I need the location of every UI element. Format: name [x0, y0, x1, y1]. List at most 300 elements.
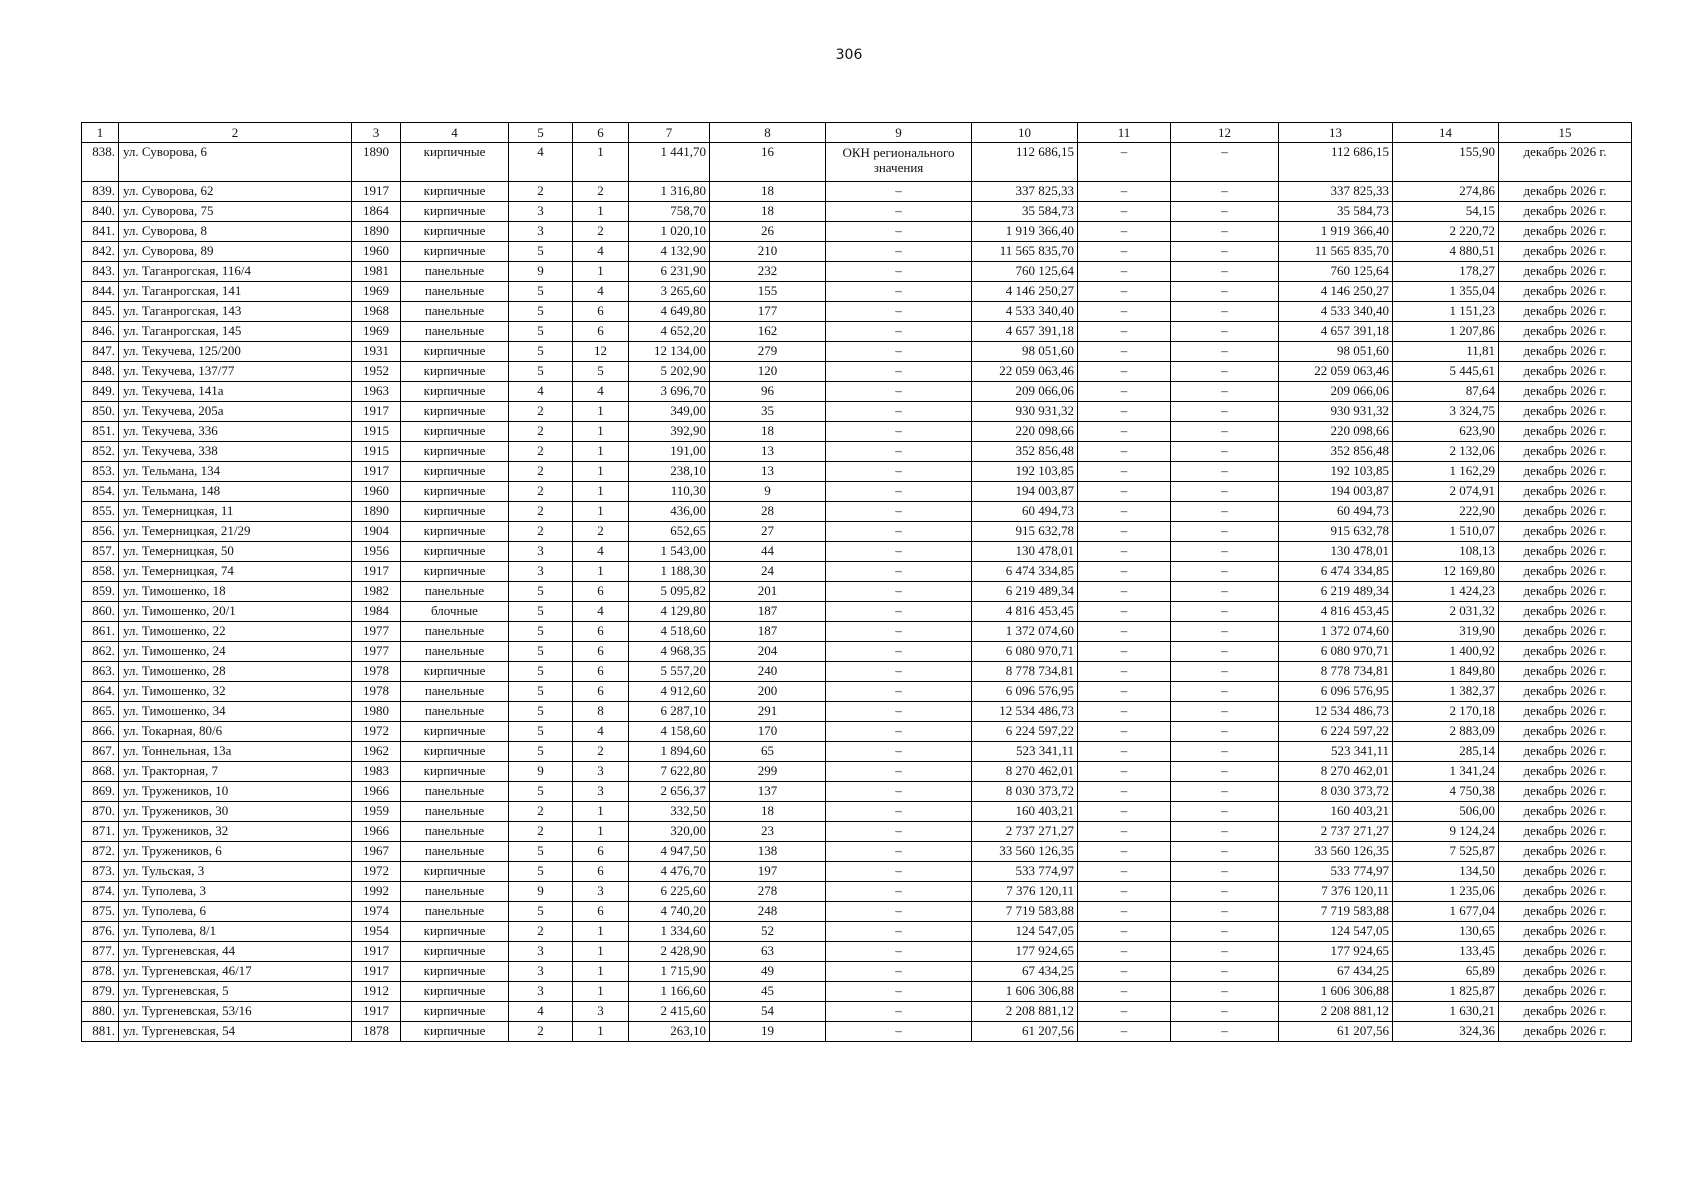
floors-cell: 5	[509, 342, 573, 362]
cost-col-11-cell: –	[1078, 562, 1171, 582]
total-area-cell: 392,90	[629, 422, 710, 442]
cost-per-sqm-cell: 2 170,18	[1393, 702, 1499, 722]
entrances-cell: 4	[573, 542, 629, 562]
deadline-cell: декабрь 2026 г.	[1499, 222, 1632, 242]
cost-per-sqm-cell: 324,36	[1393, 1022, 1499, 1042]
floors-cell: 5	[509, 242, 573, 262]
row-number-cell: 846.	[82, 322, 119, 342]
deadline-cell: декабрь 2026 г.	[1499, 422, 1632, 442]
residents-cell: 52	[710, 922, 826, 942]
cost-per-sqm-cell: 623,90	[1393, 422, 1499, 442]
column-header: 6	[573, 123, 629, 143]
cost-col-12-cell: –	[1171, 262, 1279, 282]
cost-total-cell: 130 478,01	[972, 542, 1078, 562]
deadline-cell: декабрь 2026 г.	[1499, 542, 1632, 562]
cost-total-cell: 8 778 734,81	[972, 662, 1078, 682]
floors-cell: 2	[509, 482, 573, 502]
cost-total-cell: 12 534 486,73	[972, 702, 1078, 722]
residents-cell: 24	[710, 562, 826, 582]
year-built-cell: 1912	[352, 982, 401, 1002]
entrances-cell: 6	[573, 302, 629, 322]
total-area-cell: 6 287,10	[629, 702, 710, 722]
cost-col-13-cell: 352 856,48	[1279, 442, 1393, 462]
cost-col-13-cell: 915 632,78	[1279, 522, 1393, 542]
row-number-cell: 841.	[82, 222, 119, 242]
cost-col-12-cell: –	[1171, 482, 1279, 502]
total-area-cell: 1 316,80	[629, 182, 710, 202]
cost-per-sqm-cell: 2 220,72	[1393, 222, 1499, 242]
heritage-status-cell: –	[826, 402, 972, 422]
cost-total-cell: 192 103,85	[972, 462, 1078, 482]
row-number-cell: 872.	[82, 842, 119, 862]
cost-col-13-cell: 98 051,60	[1279, 342, 1393, 362]
row-number-cell: 843.	[82, 262, 119, 282]
cost-col-11-cell: –	[1078, 542, 1171, 562]
deadline-cell: декабрь 2026 г.	[1499, 962, 1632, 982]
cost-col-13-cell: 4 657 391,18	[1279, 322, 1393, 342]
cost-col-12-cell: –	[1171, 282, 1279, 302]
row-number-cell: 857.	[82, 542, 119, 562]
floors-cell: 5	[509, 622, 573, 642]
floors-cell: 5	[509, 322, 573, 342]
row-number-cell: 844.	[82, 282, 119, 302]
deadline-cell: декабрь 2026 г.	[1499, 322, 1632, 342]
wall-material-cell: панельные	[401, 822, 509, 842]
cost-col-11-cell: –	[1078, 762, 1171, 782]
floors-cell: 3	[509, 542, 573, 562]
row-number-cell: 838.	[82, 143, 119, 182]
table-row	[82, 642, 1632, 662]
year-built-cell: 1917	[352, 1002, 401, 1022]
deadline-cell: декабрь 2026 г.	[1499, 982, 1632, 1002]
table-row	[82, 382, 1632, 402]
address-cell: ул. Тургеневская, 53/16	[119, 1002, 352, 1022]
address-cell: ул. Тружеников, 6	[119, 842, 352, 862]
cost-col-12-cell: –	[1171, 862, 1279, 882]
floors-cell: 2	[509, 1022, 573, 1042]
cost-col-13-cell: 8 270 462,01	[1279, 762, 1393, 782]
heritage-status-cell: –	[826, 902, 972, 922]
total-area-cell: 4 129,80	[629, 602, 710, 622]
total-area-cell: 6 225,60	[629, 882, 710, 902]
year-built-cell: 1917	[352, 462, 401, 482]
wall-material-cell: кирпичные	[401, 382, 509, 402]
heritage-status-cell: –	[826, 362, 972, 382]
total-area-cell: 191,00	[629, 442, 710, 462]
floors-cell: 5	[509, 722, 573, 742]
row-number-cell: 860.	[82, 602, 119, 622]
cost-col-12-cell: –	[1171, 222, 1279, 242]
cost-col-12-cell: –	[1171, 422, 1279, 442]
table-row	[82, 362, 1632, 382]
wall-material-cell: панельные	[401, 582, 509, 602]
wall-material-cell: кирпичные	[401, 562, 509, 582]
heritage-status-cell: –	[826, 1022, 972, 1042]
entrances-cell: 4	[573, 382, 629, 402]
entrances-cell: 2	[573, 222, 629, 242]
table-row	[82, 422, 1632, 442]
deadline-cell: декабрь 2026 г.	[1499, 842, 1632, 862]
address-cell: ул. Тоннельная, 13а	[119, 742, 352, 762]
floors-cell: 5	[509, 642, 573, 662]
year-built-cell: 1977	[352, 642, 401, 662]
address-cell: ул. Текучева, 141а	[119, 382, 352, 402]
table-row	[82, 822, 1632, 842]
deadline-cell: декабрь 2026 г.	[1499, 282, 1632, 302]
cost-col-13-cell: 220 098,66	[1279, 422, 1393, 442]
cost-per-sqm-cell: 1 849,80	[1393, 662, 1499, 682]
cost-col-13-cell: 22 059 063,46	[1279, 362, 1393, 382]
cost-col-12-cell: –	[1171, 662, 1279, 682]
cost-per-sqm-cell: 2 074,91	[1393, 482, 1499, 502]
entrances-cell: 3	[573, 882, 629, 902]
address-cell: ул. Суворова, 75	[119, 202, 352, 222]
heritage-status-cell: –	[826, 302, 972, 322]
total-area-cell: 2 415,60	[629, 1002, 710, 1022]
cost-total-cell: 7 719 583,88	[972, 902, 1078, 922]
deadline-cell: декабрь 2026 г.	[1499, 1002, 1632, 1022]
year-built-cell: 1960	[352, 482, 401, 502]
table-row	[82, 802, 1632, 822]
wall-material-cell: кирпичные	[401, 342, 509, 362]
cost-col-12-cell: –	[1171, 782, 1279, 802]
wall-material-cell: панельные	[401, 282, 509, 302]
total-area-cell: 1 166,60	[629, 982, 710, 1002]
column-header: 5	[509, 123, 573, 143]
cost-col-13-cell: 124 547,05	[1279, 922, 1393, 942]
total-area-cell: 320,00	[629, 822, 710, 842]
floors-cell: 3	[509, 962, 573, 982]
wall-material-cell: кирпичные	[401, 722, 509, 742]
cost-col-11-cell: –	[1078, 342, 1171, 362]
row-number-cell: 866.	[82, 722, 119, 742]
total-area-cell: 2 428,90	[629, 942, 710, 962]
year-built-cell: 1890	[352, 222, 401, 242]
row-number-cell: 850.	[82, 402, 119, 422]
table-row	[82, 742, 1632, 762]
address-cell: ул. Таганрогская, 141	[119, 282, 352, 302]
entrances-cell: 1	[573, 982, 629, 1002]
cost-per-sqm-cell: 1 677,04	[1393, 902, 1499, 922]
cost-total-cell: 6 219 489,34	[972, 582, 1078, 602]
cost-col-13-cell: 33 560 126,35	[1279, 842, 1393, 862]
cost-col-13-cell: 2 737 271,27	[1279, 822, 1393, 842]
floors-cell: 5	[509, 782, 573, 802]
floors-cell: 5	[509, 582, 573, 602]
wall-material-cell: кирпичные	[401, 982, 509, 1002]
residents-cell: 170	[710, 722, 826, 742]
cost-col-13-cell: 177 924,65	[1279, 942, 1393, 962]
wall-material-cell: кирпичные	[401, 1022, 509, 1042]
wall-material-cell: панельные	[401, 882, 509, 902]
cost-col-11-cell: –	[1078, 982, 1171, 1002]
cost-col-13-cell: 12 534 486,73	[1279, 702, 1393, 722]
cost-per-sqm-cell: 155,90	[1393, 143, 1499, 182]
cost-per-sqm-cell: 1 162,29	[1393, 462, 1499, 482]
wall-material-cell: кирпичные	[401, 922, 509, 942]
cost-per-sqm-cell: 222,90	[1393, 502, 1499, 522]
cost-col-11-cell: –	[1078, 143, 1171, 182]
row-number-cell: 856.	[82, 522, 119, 542]
table-row	[82, 762, 1632, 782]
floors-cell: 2	[509, 922, 573, 942]
total-area-cell: 436,00	[629, 502, 710, 522]
year-built-cell: 1962	[352, 742, 401, 762]
heritage-status-cell: –	[826, 842, 972, 862]
cost-col-13-cell: 760 125,64	[1279, 262, 1393, 282]
total-area-cell: 332,50	[629, 802, 710, 822]
residents-cell: 177	[710, 302, 826, 322]
residents-cell: 54	[710, 1002, 826, 1022]
cost-col-12-cell: –	[1171, 442, 1279, 462]
heritage-status-cell: –	[826, 182, 972, 202]
cost-per-sqm-cell: 1 630,21	[1393, 1002, 1499, 1022]
column-header: 13	[1279, 123, 1393, 143]
address-cell: ул. Тимошенко, 20/1	[119, 602, 352, 622]
entrances-cell: 1	[573, 402, 629, 422]
total-area-cell: 238,10	[629, 462, 710, 482]
heritage-status-cell: –	[826, 882, 972, 902]
cost-col-13-cell: 7 376 120,11	[1279, 882, 1393, 902]
floors-cell: 5	[509, 282, 573, 302]
cost-per-sqm-cell: 1 151,23	[1393, 302, 1499, 322]
residents-cell: 138	[710, 842, 826, 862]
address-cell: ул. Тельмана, 148	[119, 482, 352, 502]
heritage-status-cell: –	[826, 982, 972, 1002]
cost-col-12-cell: –	[1171, 522, 1279, 542]
cost-total-cell: 4 533 340,40	[972, 302, 1078, 322]
heritage-status-cell: –	[826, 922, 972, 942]
table-row	[82, 942, 1632, 962]
cost-col-11-cell: –	[1078, 502, 1171, 522]
entrances-cell: 4	[573, 602, 629, 622]
entrances-cell: 6	[573, 842, 629, 862]
heritage-status-cell: –	[826, 422, 972, 442]
cost-col-12-cell: –	[1171, 562, 1279, 582]
wall-material-cell: кирпичные	[401, 862, 509, 882]
floors-cell: 5	[509, 742, 573, 762]
cost-total-cell: 8 030 373,72	[972, 782, 1078, 802]
cost-col-13-cell: 6 219 489,34	[1279, 582, 1393, 602]
heritage-status-cell: –	[826, 822, 972, 842]
wall-material-cell: кирпичные	[401, 942, 509, 962]
table-row	[82, 782, 1632, 802]
residents-cell: 240	[710, 662, 826, 682]
cost-col-12-cell: –	[1171, 342, 1279, 362]
cost-col-11-cell: –	[1078, 842, 1171, 862]
heritage-status-cell: –	[826, 522, 972, 542]
cost-col-13-cell: 160 403,21	[1279, 802, 1393, 822]
heritage-status-cell: –	[826, 582, 972, 602]
column-header: 12	[1171, 123, 1279, 143]
deadline-cell: декабрь 2026 г.	[1499, 702, 1632, 722]
heritage-status-cell: –	[826, 442, 972, 462]
address-cell: ул. Токарная, 80/6	[119, 722, 352, 742]
cost-col-13-cell: 4 816 453,45	[1279, 602, 1393, 622]
residents-cell: 137	[710, 782, 826, 802]
year-built-cell: 1983	[352, 762, 401, 782]
year-built-cell: 1890	[352, 502, 401, 522]
cost-col-12-cell: –	[1171, 302, 1279, 322]
total-area-cell: 652,65	[629, 522, 710, 542]
wall-material-cell: кирпичные	[401, 962, 509, 982]
heritage-status-cell: –	[826, 342, 972, 362]
cost-col-13-cell: 192 103,85	[1279, 462, 1393, 482]
cost-col-11-cell: –	[1078, 862, 1171, 882]
column-header: 2	[119, 123, 352, 143]
cost-col-11-cell: –	[1078, 642, 1171, 662]
cost-col-13-cell: 67 434,25	[1279, 962, 1393, 982]
floors-cell: 2	[509, 522, 573, 542]
total-area-cell: 1 715,90	[629, 962, 710, 982]
cost-col-13-cell: 6 080 970,71	[1279, 642, 1393, 662]
year-built-cell: 1980	[352, 702, 401, 722]
heritage-status-cell: –	[826, 722, 972, 742]
cost-per-sqm-cell: 285,14	[1393, 742, 1499, 762]
cost-col-12-cell: –	[1171, 962, 1279, 982]
entrances-cell: 12	[573, 342, 629, 362]
entrances-cell: 1	[573, 822, 629, 842]
year-built-cell: 1969	[352, 282, 401, 302]
heritage-status-cell: –	[826, 862, 972, 882]
cost-col-11-cell: –	[1078, 742, 1171, 762]
cost-col-13-cell: 337 825,33	[1279, 182, 1393, 202]
housing-table	[81, 122, 1632, 1042]
total-area-cell: 5 095,82	[629, 582, 710, 602]
entrances-cell: 6	[573, 902, 629, 922]
table-row	[82, 562, 1632, 582]
cost-col-13-cell: 4 533 340,40	[1279, 302, 1393, 322]
year-built-cell: 1960	[352, 242, 401, 262]
cost-total-cell: 33 560 126,35	[972, 842, 1078, 862]
cost-col-12-cell: –	[1171, 882, 1279, 902]
heritage-status-cell: –	[826, 282, 972, 302]
residents-cell: 248	[710, 902, 826, 922]
deadline-cell: декабрь 2026 г.	[1499, 862, 1632, 882]
year-built-cell: 1982	[352, 582, 401, 602]
cost-per-sqm-cell: 1 235,06	[1393, 882, 1499, 902]
residents-cell: 18	[710, 202, 826, 222]
cost-col-13-cell: 112 686,15	[1279, 143, 1393, 182]
table-row	[82, 722, 1632, 742]
floors-cell: 5	[509, 842, 573, 862]
wall-material-cell: кирпичные	[401, 482, 509, 502]
cost-col-11-cell: –	[1078, 302, 1171, 322]
heritage-status-cell: –	[826, 782, 972, 802]
residents-cell: 49	[710, 962, 826, 982]
year-built-cell: 1917	[352, 942, 401, 962]
residents-cell: 197	[710, 862, 826, 882]
cost-col-11-cell: –	[1078, 322, 1171, 342]
row-number-cell: 874.	[82, 882, 119, 902]
cost-col-12-cell: –	[1171, 382, 1279, 402]
year-built-cell: 1956	[352, 542, 401, 562]
address-cell: ул. Тимошенко, 32	[119, 682, 352, 702]
cost-col-11-cell: –	[1078, 442, 1171, 462]
total-area-cell: 5 202,90	[629, 362, 710, 382]
address-cell: ул. Темерницкая, 74	[119, 562, 352, 582]
cost-col-11-cell: –	[1078, 662, 1171, 682]
total-area-cell: 5 557,20	[629, 662, 710, 682]
heritage-status-cell: –	[826, 662, 972, 682]
entrances-cell: 6	[573, 322, 629, 342]
table-row	[82, 962, 1632, 982]
cost-col-11-cell: –	[1078, 402, 1171, 422]
row-number-cell: 845.	[82, 302, 119, 322]
total-area-cell: 7 622,80	[629, 762, 710, 782]
year-built-cell: 1984	[352, 602, 401, 622]
cost-total-cell: 1 372 074,60	[972, 622, 1078, 642]
address-cell: ул. Тружеников, 30	[119, 802, 352, 822]
row-number-cell: 877.	[82, 942, 119, 962]
year-built-cell: 1978	[352, 682, 401, 702]
entrances-cell: 6	[573, 862, 629, 882]
cost-per-sqm-cell: 4 880,51	[1393, 242, 1499, 262]
floors-cell: 2	[509, 422, 573, 442]
cost-col-13-cell: 8 778 734,81	[1279, 662, 1393, 682]
deadline-cell: декабрь 2026 г.	[1499, 742, 1632, 762]
cost-total-cell: 98 051,60	[972, 342, 1078, 362]
cost-col-13-cell: 209 066,06	[1279, 382, 1393, 402]
cost-col-12-cell: –	[1171, 362, 1279, 382]
table-row	[82, 502, 1632, 522]
year-built-cell: 1864	[352, 202, 401, 222]
entrances-cell: 4	[573, 242, 629, 262]
total-area-cell: 4 158,60	[629, 722, 710, 742]
heritage-status-cell: –	[826, 762, 972, 782]
residents-cell: 65	[710, 742, 826, 762]
total-area-cell: 4 518,60	[629, 622, 710, 642]
floors-cell: 5	[509, 662, 573, 682]
cost-col-12-cell: –	[1171, 242, 1279, 262]
cost-col-12-cell: –	[1171, 722, 1279, 742]
deadline-cell: декабрь 2026 г.	[1499, 942, 1632, 962]
row-number-cell: 867.	[82, 742, 119, 762]
cost-per-sqm-cell: 1 341,24	[1393, 762, 1499, 782]
cost-col-12-cell: –	[1171, 462, 1279, 482]
cost-col-11-cell: –	[1078, 822, 1171, 842]
cost-col-12-cell: –	[1171, 542, 1279, 562]
heritage-status-cell: –	[826, 562, 972, 582]
row-number-cell: 879.	[82, 982, 119, 1002]
floors-cell: 3	[509, 202, 573, 222]
wall-material-cell: кирпичные	[401, 542, 509, 562]
address-cell: ул. Текучева, 338	[119, 442, 352, 462]
wall-material-cell: кирпичные	[401, 362, 509, 382]
cost-per-sqm-cell: 1 355,04	[1393, 282, 1499, 302]
address-cell: ул. Тургеневская, 5	[119, 982, 352, 1002]
table-body	[82, 143, 1632, 1042]
cost-per-sqm-cell: 274,86	[1393, 182, 1499, 202]
entrances-cell: 2	[573, 522, 629, 542]
cost-per-sqm-cell: 4 750,38	[1393, 782, 1499, 802]
address-cell: ул. Тимошенко, 28	[119, 662, 352, 682]
deadline-cell: декабрь 2026 г.	[1499, 402, 1632, 422]
cost-col-11-cell: –	[1078, 362, 1171, 382]
deadline-cell: декабрь 2026 г.	[1499, 242, 1632, 262]
floors-cell: 4	[509, 382, 573, 402]
heritage-status-cell: –	[826, 962, 972, 982]
cost-col-11-cell: –	[1078, 882, 1171, 902]
cost-total-cell: 6 080 970,71	[972, 642, 1078, 662]
heritage-status-cell: –	[826, 482, 972, 502]
floors-cell: 3	[509, 222, 573, 242]
heritage-status-cell: –	[826, 382, 972, 402]
year-built-cell: 1966	[352, 782, 401, 802]
address-cell: ул. Тургеневская, 54	[119, 1022, 352, 1042]
heritage-status-cell: –	[826, 602, 972, 622]
entrances-cell: 1	[573, 143, 629, 182]
